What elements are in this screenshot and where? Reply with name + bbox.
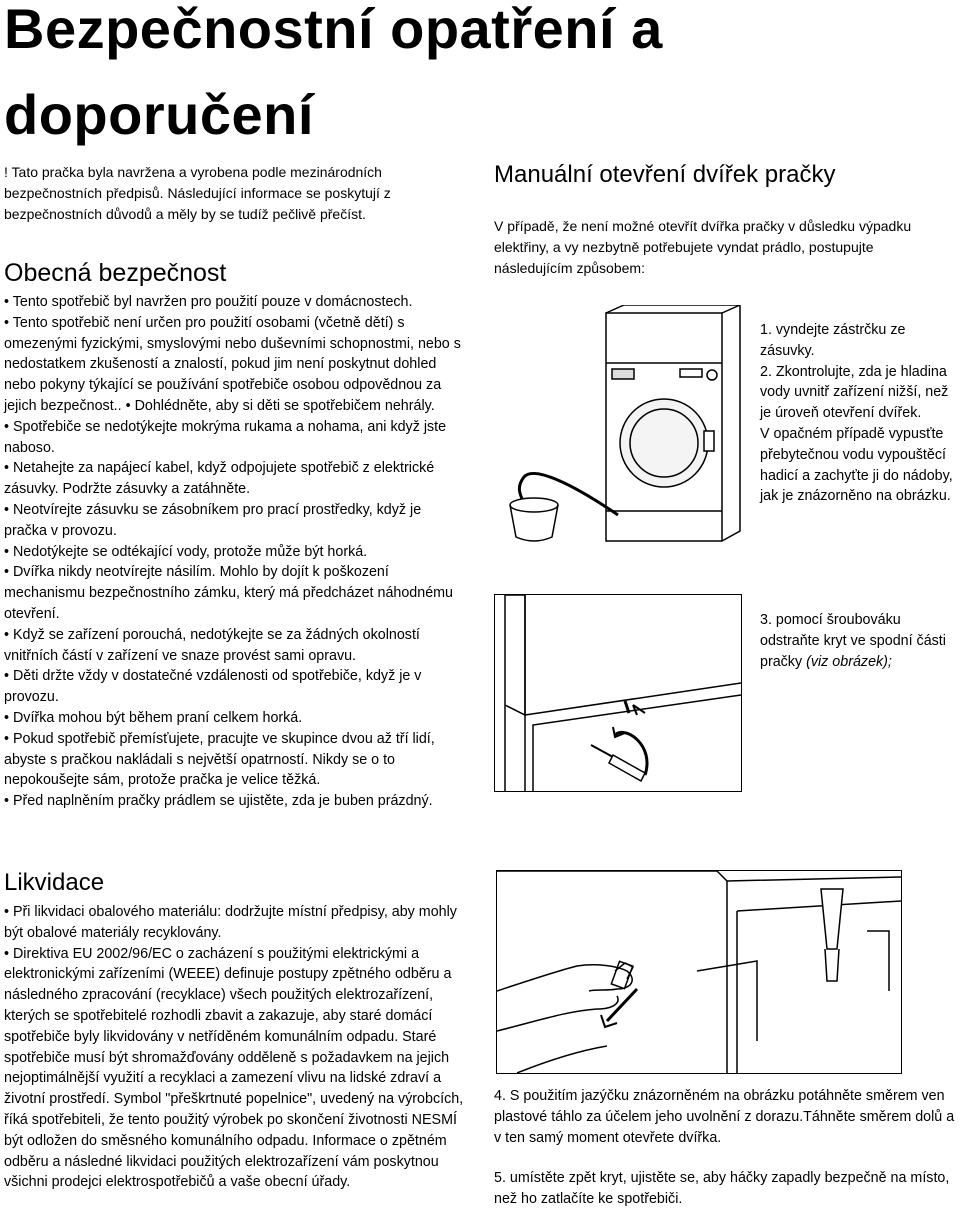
- list-item: • Děti držte vždy v dostatečné vzdálenosti od spotřebiče, když je v provozu.: [4, 666, 466, 708]
- list-item: • Spotřebiče se nedotýkejte mokrýma rukama a nohama, ani když jste naboso.: [4, 417, 466, 459]
- list-item: • Pokud spotřebič přemísťujete, pracujte ve skupince dvou až tří lidí, abyste s pračkou nakládali s největší opatrností. Nikdy se o to nepokoušejte sám, protože pračka je velice těžká.: [4, 729, 466, 791]
- title-line-2: doporučení: [4, 83, 314, 146]
- step-5: 5. umístěte zpět kryt, ujistěte se, aby háčky zapadly bezpečně na místo, než ho zatlačíte ke spotřebiči.: [494, 1170, 950, 1207]
- disposal-heading: Likvidace: [4, 869, 105, 896]
- page-title: [4, 0, 764, 158]
- pull-tab-hand-illustration: [496, 870, 902, 1074]
- list-item: • Direktiva EU 2002/96/EC o zacházení s použitými elektrickými a elektronickými zařízeními (WEEE) definuje postupy zpětného odběru a následného zpracování (recyklace) všech použitých elektrozařízení, kterých se spotřebitelé rozhodli zbavit a zakazuje, aby staré domácí spotřebiče byly likvidovány v netříděném komunálním odpadu. Staré spotřebiče musí být shromažďovány odděleně s požadavkem na jejich nejoptimálnější využití a recyklaci a zamezení vlivu na lidské zdraví a životní prostředí. Symbol "přeškrtnuté popelnice", uvedený na výrobcích, říká spotřebiteli, že tento použitý výrobek po skončení životnosti NESMÍ být odložen do směsného komunálního odpadu. Informace o zpětném odběru a následné likvidaci použitých elektrozařízení vám poskytnou všichni prodejci elektrospotřebičů a vaše obecní úřady.: [4, 944, 474, 1194]
- intro-warning: ! Tato pračka byla navržena a vyrobena podle mezinárodních bezpečnostních předpisů. Následující informace se poskytují z bezpečnostních důvodů a měly by se tudíž pečlivě přečíst.: [4, 164, 391, 222]
- step-1: 1. vyndejte zástrčku ze zásuvky.: [760, 322, 906, 359]
- step-3-text: 3. pomocí šroubováku odstraňte kryt ve spodní části pračky: [760, 612, 946, 670]
- list-item: • Při likvidaci obalového materiálu: dodržujte místní předpisy, aby mohly být obalové materiály recyklovány.: [4, 902, 474, 944]
- manual-intro: V případě, že není možné otevřít dvířka pračky v důsledku výpadku elektřiny, a vy nezbytně potřebujete vyndat prádlo, postupujte následujícím způsobem:: [494, 218, 912, 276]
- list-item: • Tento spotřebič není určen pro použití osobami (včetně dětí) s omezenými fyzickými, smyslovými nebo duševními schopnostmi, nebo s nedostatkem zkušeností a znalostí, pokud jim není poskytnut dohled nebo pokyny týkající se používání spotřebiče osobou odpovědnou za jejich bezpečnost.. • Dohlédněte, aby si děti se spotřebičem nehrály.: [4, 313, 466, 417]
- step-3: [760, 610, 960, 672]
- step-2b: V opačném případě vypusťte přebytečnou vodu vypouštěcí hadicí a zachyťte ji do nádoby, jak je znázorněno na obrázku.: [760, 425, 953, 505]
- list-item: • Před naplněním pračky prádlem se ujistěte, zda je buben prázdný.: [4, 791, 466, 812]
- list-item: • Když se zařízení porouchá, nedotýkejte se za žádných okolností vnitřních částí v zařízení ve snaze provést sami opravu.: [4, 625, 466, 667]
- list-item: • Neotvírejte zásuvku se zásobníkem pro prací prostředky, když je pračka v provozu.: [4, 500, 466, 542]
- steps-1-2: [760, 320, 960, 507]
- general-safety-list: [4, 292, 466, 812]
- list-item: • Nedotýkejte se odtékající vody, protože může být horká.: [4, 542, 466, 563]
- title-line-1: Bezpečnostní opatření a: [4, 0, 663, 60]
- general-safety-heading: Obecná bezpečnost: [4, 259, 227, 287]
- manual-opening-heading: Manuální otevření dvířek pračky: [494, 161, 836, 188]
- step-3-reference: (viz obrázek);: [806, 653, 892, 670]
- step-2a: 2. Zkontrolujte, zda je hladina vody uvnitř zařízení nižší, než je úroveň otevření dvířek.: [760, 363, 949, 422]
- screwdriver-cover-illustration: [494, 594, 742, 792]
- list-item: • Tento spotřebič byl navržen pro použití pouze v domácnostech.: [4, 292, 466, 313]
- list-item: • Dvířka nikdy neotvírejte násilím. Mohlo by dojít k poškození mechanismu bezpečnostního zámku, který má předcházet náhodnému otevření.: [4, 562, 466, 624]
- list-item: • Netahejte za napájecí kabel, když odpojujete spotřebič z elektrické zásuvky. Podržte zásuvky a zatáhněte.: [4, 458, 466, 500]
- disposal-list: [4, 902, 474, 1193]
- list-item: • Dvířka mohou být během praní celkem horká.: [4, 708, 466, 729]
- step-4: 4. S použitím jazýčku znázorněném na obrázku potáhněte směrem ven plastové táhlo za účelem jeho uvolnění z dorazu.Táhněte směrem dolů a v ten samý moment otevřete dvířka.: [494, 1088, 955, 1146]
- washing-machine-drain-illustration: [494, 305, 742, 545]
